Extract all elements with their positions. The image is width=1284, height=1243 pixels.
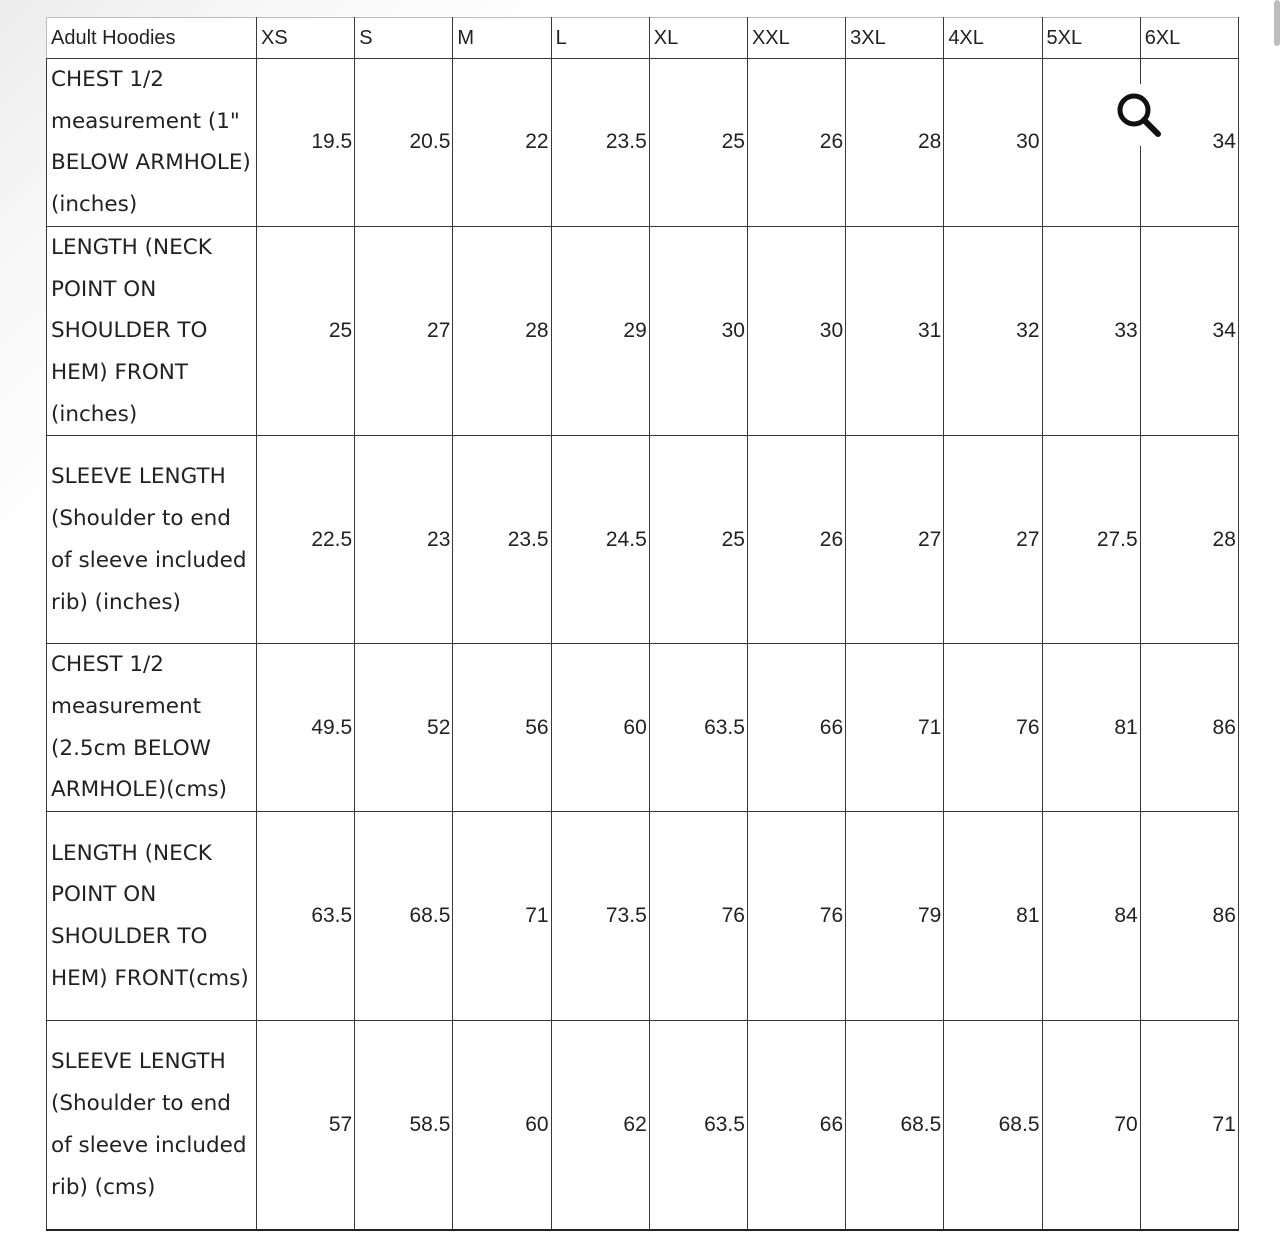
table-cell: 76 [649, 812, 747, 1021]
table-cell: 31 [846, 226, 944, 436]
table-cell: 27 [355, 226, 453, 436]
table-cell: 23 [355, 436, 453, 644]
table-cell: 28 [1140, 436, 1238, 644]
row-label: LENGTH (NECK POINT ON SHOULDER TO HEM) FRONT(cms) [47, 812, 257, 1021]
size-header-xs: XS [257, 18, 355, 59]
table-cell: 81 [1042, 644, 1140, 812]
row-label: SLEEVE LENGTH (Shoulder to end of sleeve included rib) (cms) [47, 1021, 257, 1230]
table-cell: 27 [944, 436, 1042, 644]
table-cell: 19.5 [257, 59, 355, 227]
size-header-row [47, 18, 1239, 59]
table-cell: 86 [1140, 644, 1238, 812]
table-cell: 68.5 [355, 812, 453, 1021]
table-cell: 66 [747, 1021, 845, 1230]
table-cell: 70 [1042, 1021, 1140, 1230]
size-chart-table [46, 17, 1239, 1231]
table-cell: 30 [944, 59, 1042, 227]
table-cell: 58.5 [355, 1021, 453, 1230]
table-cell: 49.5 [257, 644, 355, 812]
table-corner-label: Adult Hoodies [47, 18, 257, 59]
table-cell: 71 [846, 644, 944, 812]
table-cell: 73.5 [551, 812, 649, 1021]
table-cell: 62 [551, 1021, 649, 1230]
table-cell: 23.5 [453, 436, 551, 644]
table-row [47, 436, 1239, 644]
table-cell: 28 [846, 59, 944, 227]
table-cell: 63.5 [649, 1021, 747, 1230]
table-cell: 20.5 [355, 59, 453, 227]
size-header-6xl: 6XL [1140, 18, 1238, 59]
table-cell: 71 [1140, 1021, 1238, 1230]
table-cell: 60 [453, 1021, 551, 1230]
size-header-4xl: 4XL [944, 18, 1042, 59]
table-cell: 22.5 [257, 436, 355, 644]
table-row [47, 59, 1239, 227]
table-cell: 32 [944, 226, 1042, 436]
table-cell: 60 [551, 644, 649, 812]
table-cell: 34 [1140, 59, 1238, 227]
table-row [47, 226, 1239, 436]
size-header-5xl: 5XL [1042, 18, 1140, 59]
table-cell: 57 [257, 1021, 355, 1230]
table-cell: 30 [747, 226, 845, 436]
zoom-button[interactable] [1108, 84, 1170, 146]
table-cell: 29 [551, 226, 649, 436]
table-row [47, 812, 1239, 1021]
table-cell: 66 [747, 644, 845, 812]
magnifier-icon [1113, 89, 1165, 141]
table-cell: 68.5 [846, 1021, 944, 1230]
row-label: SLEEVE LENGTH (Shoulder to end of sleeve included rib) (inches) [47, 436, 257, 644]
size-header-l: L [551, 18, 649, 59]
table-cell: 33 [1042, 226, 1140, 436]
size-header-xxl: XXL [747, 18, 845, 59]
table-cell: 22 [453, 59, 551, 227]
size-header-s: S [355, 18, 453, 59]
table-cell: 27 [846, 436, 944, 644]
table-cell: 23.5 [551, 59, 649, 227]
table-cell: 25 [649, 436, 747, 644]
table-cell: 27.5 [1042, 436, 1140, 644]
row-label: CHEST 1/2 measurement (2.5cm BELOW ARMHOLE)(cms) [47, 644, 257, 812]
table-cell: 25 [649, 59, 747, 227]
table-cell: 26 [747, 436, 845, 644]
row-label: CHEST 1/2 measurement (1" BELOW ARMHOLE) (inches) [47, 59, 257, 227]
table-cell: 79 [846, 812, 944, 1021]
table-row [47, 644, 1239, 812]
table-cell: 56 [453, 644, 551, 812]
table-cell: 28 [453, 226, 551, 436]
table-row [47, 1021, 1239, 1230]
table-cell: 68.5 [944, 1021, 1042, 1230]
table-cell: 86 [1140, 812, 1238, 1021]
table-cell: 24.5 [551, 436, 649, 644]
table-cell: 71 [453, 812, 551, 1021]
size-header-3xl: 3XL [846, 18, 944, 59]
size-header-m: M [453, 18, 551, 59]
table-cell: 26 [747, 59, 845, 227]
size-header-xl: XL [649, 18, 747, 59]
row-label: LENGTH (NECK POINT ON SHOULDER TO HEM) FRONT (inches) [47, 226, 257, 436]
table-cell: 30 [649, 226, 747, 436]
table-cell: 63.5 [257, 812, 355, 1021]
scrollbar-thumb[interactable] [1274, 0, 1280, 46]
table-cell: 63.5 [649, 644, 747, 812]
table-cell: 81 [944, 812, 1042, 1021]
table-cell: 25 [257, 226, 355, 436]
table-cell: 52 [355, 644, 453, 812]
table-cell: 34 [1140, 226, 1238, 436]
table-cell: 76 [944, 644, 1042, 812]
table-cell: 84 [1042, 812, 1140, 1021]
table-cell: 76 [747, 812, 845, 1021]
